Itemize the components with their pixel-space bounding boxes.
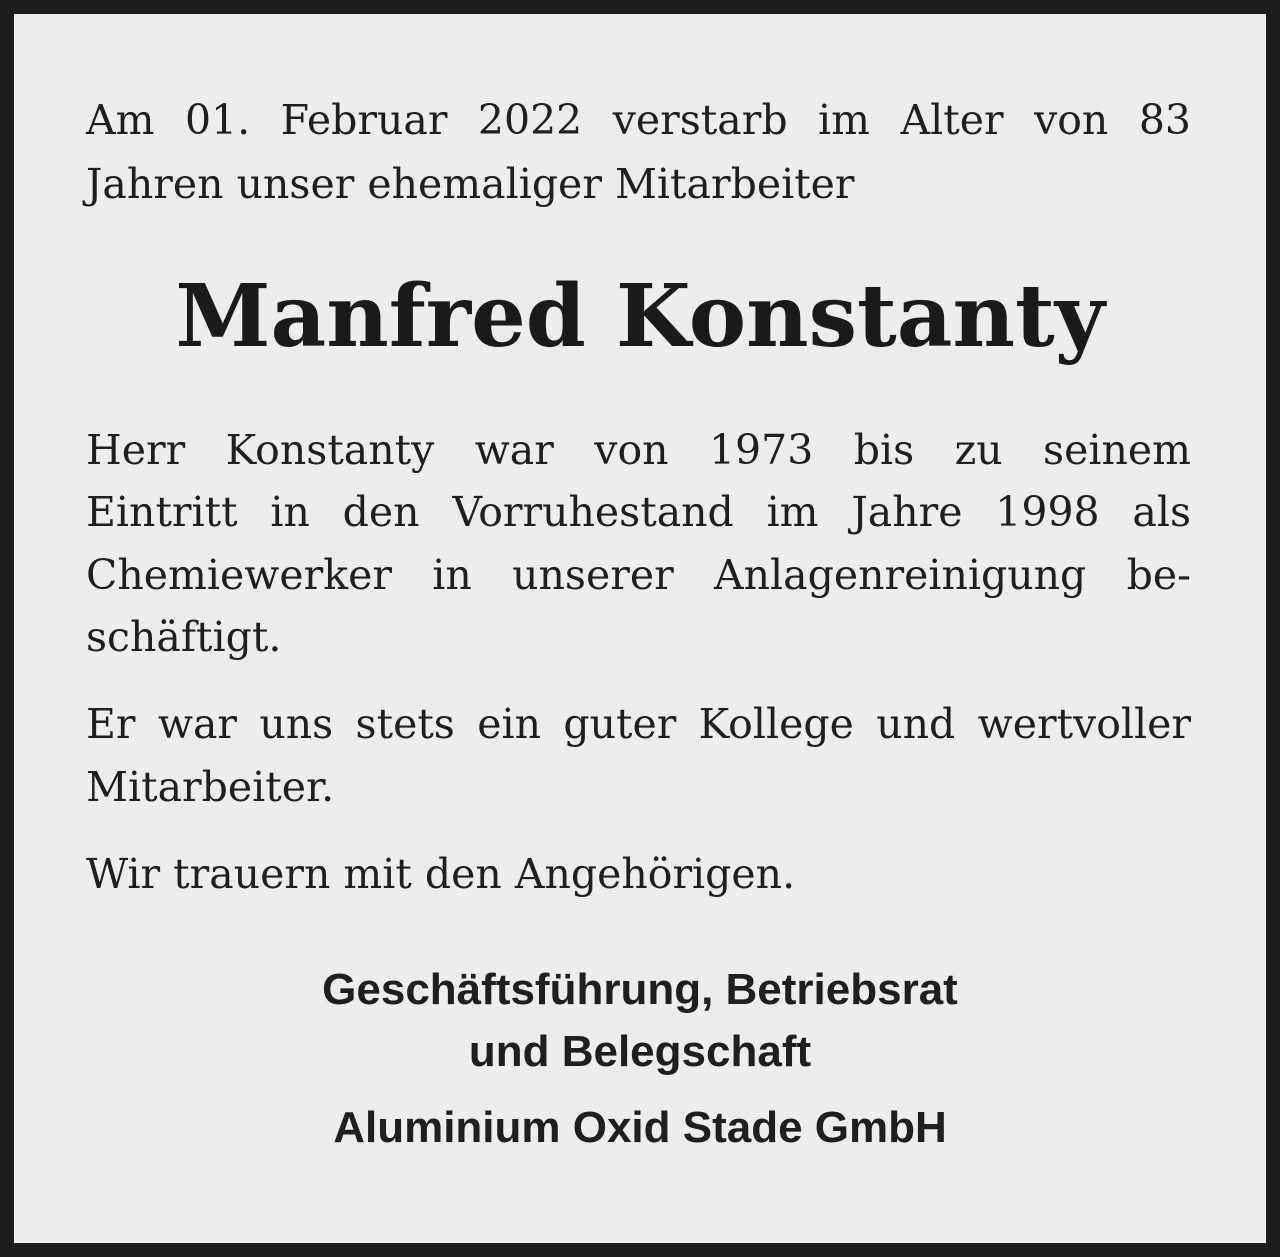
- career-line-2: Eintritt in den Vorruhestand im Jahre 1998 als: [86, 488, 1191, 536]
- intro-line-1: Am 01. Februar 2022 verstarb im Alter von 83: [86, 96, 1191, 144]
- career-line-4: schäftigt.: [86, 613, 282, 661]
- career-line-3: Chemiewerker in unserer Anlagenreinigung be-: [86, 551, 1191, 599]
- mourning-line: Wir trauern mit den Angehörigen.: [86, 850, 796, 898]
- tribute-line-2: Mitarbeiter.: [86, 763, 335, 811]
- career-line-1: Herr Konstanty war von 1973 bis zu seinem: [86, 426, 1191, 474]
- tribute-line-1: Er war uns stets ein guter Kollege und wertvoller: [86, 700, 1191, 748]
- intro-line-2: Jahren unser ehemaliger Mitarbeiter: [86, 160, 855, 208]
- company-name: Aluminium Oxid Stade GmbH: [333, 1103, 947, 1152]
- signature-line-2: und Belegschaft: [468, 1027, 812, 1076]
- signature-line-1: Geschäftsführung, Betriebsrat: [322, 965, 958, 1014]
- deceased-name: Manfred Konstanty: [175, 266, 1105, 367]
